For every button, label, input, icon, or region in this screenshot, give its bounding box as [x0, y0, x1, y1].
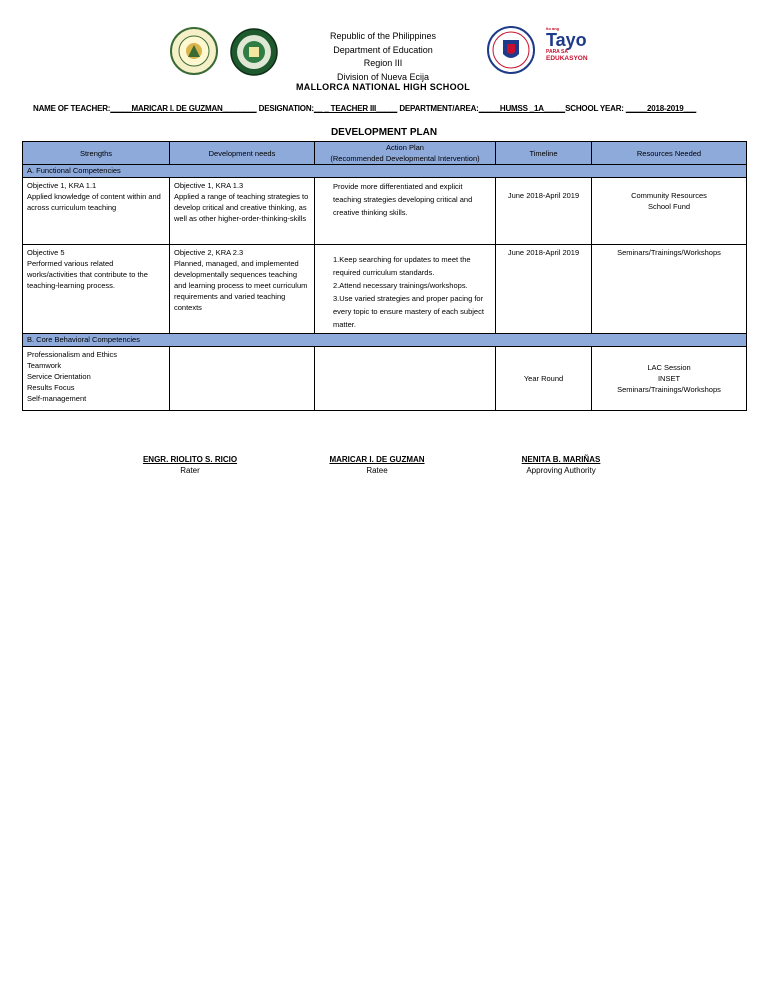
cell-need — [170, 347, 315, 411]
header-line: Division of Nueva Ecija — [336, 71, 430, 82]
signature-name: ENGR. RIOLITO S. RICIO — [142, 455, 238, 464]
cell-strength — [23, 347, 170, 411]
header-resources: Resources Needed — [592, 142, 747, 165]
action-item: 2.Attend necessary trainings/workshops. — [333, 281, 468, 290]
header-development-needs: Development needs — [170, 142, 315, 165]
designation-label: DESIGNATION: — [258, 104, 314, 113]
cell-need — [170, 245, 315, 334]
tayo-line1: PARA SA — [546, 49, 568, 55]
header-line: Republic of the Philippines — [329, 31, 437, 41]
table-row — [23, 178, 747, 245]
document-title: DEVELOPMENT PLAN — [330, 127, 438, 138]
need-title: Objective 2, KRA 2.3 — [174, 248, 244, 257]
section-row-functional — [23, 165, 747, 178]
header-strengths: Strengths — [23, 142, 170, 165]
header-block — [290, 30, 476, 84]
competency-item: Results Focus — [27, 383, 75, 392]
resource-item: School Fund — [647, 202, 691, 211]
school-seal-logo — [230, 28, 278, 76]
competency-item: Professionalism and Ethics — [27, 350, 118, 359]
signature-role: Ratee — [366, 466, 388, 475]
development-plan-table-wrap — [22, 141, 746, 411]
cell-timeline — [496, 178, 592, 245]
division-seal-logo — [170, 27, 218, 75]
signature-ratee — [312, 455, 442, 475]
development-plan-table — [22, 141, 747, 411]
header-action-plan — [315, 142, 496, 165]
department-value: _____HUMSS _1A_____ — [478, 104, 566, 113]
cell-action — [315, 245, 496, 334]
tayo-small-text: Ito ang — [546, 26, 560, 31]
signature-rater — [130, 455, 250, 475]
signature-name: MARICAR I. DE GUZMAN — [329, 455, 425, 464]
resource-item: Seminars/Trainings/Workshops — [617, 385, 721, 394]
cell-strength — [23, 245, 170, 334]
signature-role: Rater — [180, 466, 200, 475]
timeline-text: Year Round — [523, 374, 564, 383]
deped-seal-logo — [487, 26, 535, 74]
department-label: DEPARTMENT/AREA: — [399, 104, 479, 113]
cell-resources — [592, 347, 747, 411]
action-item: 3.Use varied strategies and proper pacing for every topic to ensure mastery of each subject matter. — [333, 294, 484, 329]
competency-item: Self-management — [27, 394, 87, 403]
need-title: Objective 1, KRA 1.3 — [174, 181, 244, 190]
tayo-line2: EDUKASYON — [546, 55, 588, 62]
need-text: Applied a range of teaching strategies to develop critical and creative thinking, as well as other higher-order-thinking-skills — [174, 192, 309, 223]
school-year-label: SCHOOL YEAR: — [565, 104, 624, 113]
timeline-text: June 2018-April 2019 — [507, 191, 580, 200]
table-row — [23, 347, 747, 411]
section-label-functional: A. Functional Competencies — [23, 165, 747, 178]
cell-resources — [592, 245, 747, 334]
cell-timeline — [496, 245, 592, 334]
timeline-text: June 2018-April 2019 — [507, 248, 580, 257]
cell-timeline — [496, 347, 592, 411]
cell-action — [315, 178, 496, 245]
header-action-plan-line2: (Recommended Developmental Intervention) — [330, 154, 480, 163]
designation-value: __ _ TEACHER III_____ — [313, 104, 398, 113]
resource-item: Seminars/Trainings/Workshops — [617, 248, 721, 257]
action-text: Provide more differentiated and explicit teaching strategies developing critical and creative thinking skills. — [333, 182, 473, 217]
section-row-behavioral — [23, 334, 747, 347]
school-year-value: _____2018-2019___ — [625, 104, 697, 113]
cell-strength — [23, 178, 170, 245]
section-label-behavioral: B. Core Behavioral Competencies — [23, 334, 747, 347]
header-line: Region III — [363, 58, 403, 68]
strength-title: Objective 5 — [27, 248, 65, 257]
resource-item: LAC Session — [647, 363, 691, 372]
tayo-edukasyon-logo — [546, 26, 598, 72]
resource-item: INSET — [657, 374, 681, 383]
strength-text: Performed various related works/activities that contribute to the teaching-learning process. — [27, 259, 148, 290]
competency-item: Teamwork — [27, 361, 62, 370]
strength-title: Objective 1, KRA 1.1 — [27, 181, 97, 190]
tayo-big-text: Tayo — [546, 30, 587, 50]
table-row — [23, 245, 747, 334]
header-line: Department of Education — [333, 44, 433, 55]
signature-approving — [501, 455, 621, 475]
header-action-plan-line1: Action Plan — [386, 143, 424, 152]
competency-item: Service Orientation — [27, 372, 91, 381]
school-name: MALLORCA NATIONAL HIGH SCHOOL — [295, 82, 471, 92]
resource-item: Community Resources — [631, 191, 707, 200]
cell-resources — [592, 178, 747, 245]
cell-need — [170, 178, 315, 245]
header-timeline: Timeline — [496, 142, 592, 165]
teacher-label: NAME OF TEACHER: — [33, 104, 111, 113]
action-item: 1.Keep searching for updates to meet the required curriculum standards. — [333, 255, 471, 277]
table-header-row — [23, 142, 747, 165]
signature-role: Approving Authority — [526, 466, 596, 475]
teacher-info-line — [33, 104, 696, 113]
signature-name: NENITA B. MARIÑAS — [521, 455, 601, 464]
strength-text: Applied knowledge of content within and across curriculum teaching — [27, 192, 161, 212]
teacher-value: _____MARICAR I. DE GUZMAN________ — [110, 104, 257, 113]
cell-action — [315, 347, 496, 411]
need-text: Planned, managed, and implemented developmentally sequences teaching and learning process to meet curriculum requirements and varied teaching contexts — [174, 259, 308, 312]
